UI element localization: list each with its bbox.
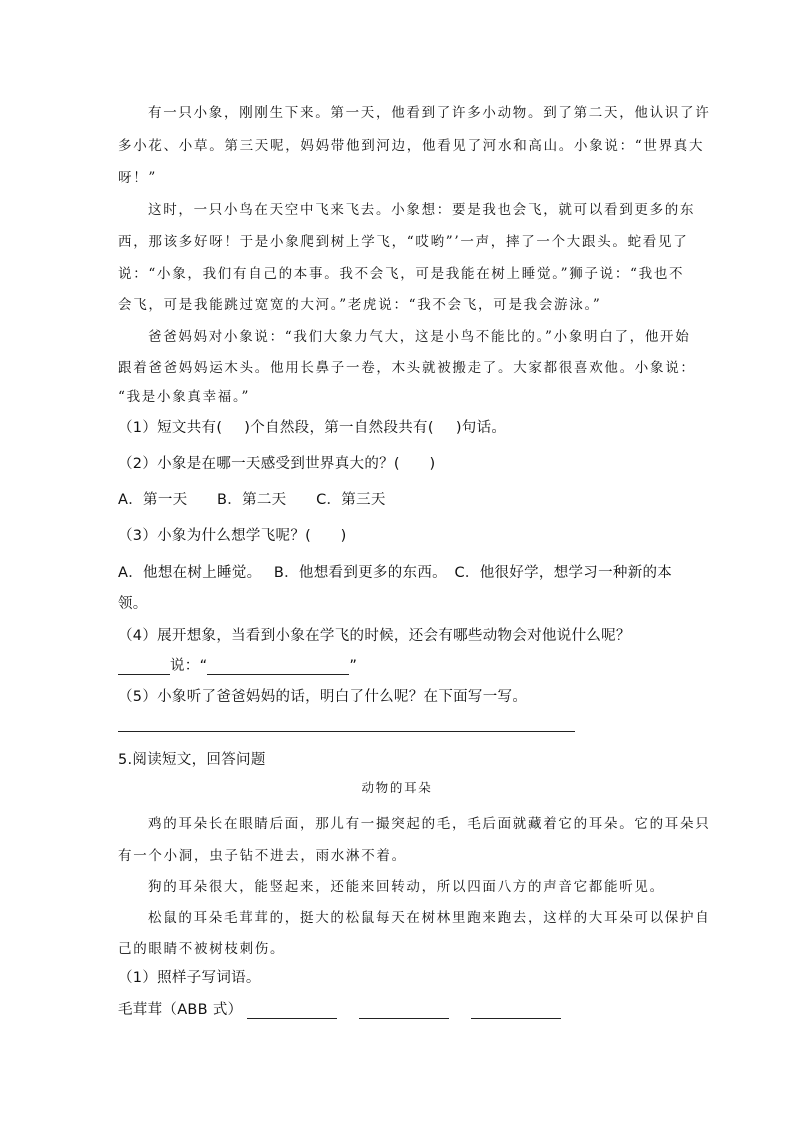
section-5-question-1: （1）照样子写词语。: [118, 970, 261, 986]
passage-line: 爸爸妈妈对小象说：“我们大象力气大，这是小鸟不能比的。”小象明白了，他开始: [148, 329, 691, 345]
question-3: （3）小象为什么想学飞呢？( ): [118, 528, 347, 544]
question-4-fill: [118, 654, 678, 675]
passage-line: 有一只小象，刚刚生下来。第一天，他看到了许多小动物。到了第二天，他认识了许: [148, 105, 711, 121]
passage-line: 狗的耳朵很大，能竖起来，还能来回转动，所以四面八方的声音它都能听见。: [148, 879, 665, 895]
word-example-row: [118, 998, 678, 1019]
passage-title: 动物的耳朵: [361, 780, 433, 795]
passage-line: 这时，一只小鸟在天空中飞来飞去。小象想：要是我也会飞，就可以看到更多的东: [148, 202, 696, 218]
answer-blank-animal[interactable]: [118, 660, 170, 675]
passage-line: 跟着爸爸妈妈运木头。他用长鼻子一卷，木头就被搬走了。大家都很喜欢他。小象说：: [118, 360, 696, 376]
passage-line: 己的眼睛不被树枝刺伤。: [118, 941, 286, 957]
passage-line: “我是小象真幸福。”: [118, 389, 251, 405]
passage-line: 呀！”: [118, 170, 158, 186]
passage-line: 松鼠的耳朵毛茸茸的，挺大的松鼠每天在树林里跑来跑去，这样的大耳朵可以保护自: [148, 910, 711, 926]
question-5: （5）小象听了爸爸妈妈的话，明白了什么呢？在下面写一写。: [118, 689, 528, 705]
passage-line: 会飞，可是我能跳过宽宽的大河。”老虎说：“我不会飞，可是我会游泳。”: [118, 297, 602, 313]
question-2: （2）小象是在哪一天感受到世界真大的？( ): [118, 456, 436, 472]
question-1-text-a: （1）短文共有(: [118, 420, 223, 436]
answer-blank-word[interactable]: [471, 1004, 561, 1019]
answer-blank-speech[interactable]: [207, 660, 349, 675]
question-2-options: A．第一天 B．第二天 C．第三天: [118, 492, 386, 508]
question-3-options-cont: 领。: [118, 596, 148, 612]
passage-line: 鸡的耳朵长在眼睛后面，那儿有一撮突起的毛，毛后面就藏着它的耳朵。它的耳朵只: [148, 816, 711, 832]
answer-blank-word[interactable]: [247, 1004, 337, 1019]
answer-line[interactable]: [118, 731, 575, 732]
question-4-quote-close: ”: [349, 658, 358, 674]
passage-line: 西，那该多好呀！于是小象爬到树上学飞，“哎哟”’一声，摔了一个大跟头。蛇看见了: [118, 234, 689, 250]
passage-line: 说：“小象，我们有自己的本事。我不会飞，可是我能在树上睡觉。”狮子说：“我也不: [118, 266, 685, 282]
question-1: [118, 416, 678, 437]
question-1-text-c: )句话。: [455, 420, 507, 436]
section-5-heading: 5.阅读短文，回答问题: [118, 752, 266, 768]
passage-line: 多小花、小草。第三天呢，妈妈带他到河边，他看见了河水和高山。小象说：“世界真大: [118, 138, 705, 154]
question-3-options: A．他想在树上睡觉。 B．他想看到更多的东西。 C．他很好学，想学习一种新的本: [118, 565, 673, 581]
word-example: 毛茸茸（ABB 式）: [118, 1002, 243, 1018]
question-4-said: 说：“: [170, 658, 208, 674]
passage-line: 有一个小洞，虫子钻不进去，雨水淋不着。: [118, 848, 407, 864]
answer-blank-word[interactable]: [359, 1004, 449, 1019]
question-1-text-b: )个自然段，第一自然段共有(: [244, 420, 434, 436]
question-4: （4）展开想象，当看到小象在学飞的时候，还会有哪些动物会对他说什么呢？: [118, 628, 631, 644]
